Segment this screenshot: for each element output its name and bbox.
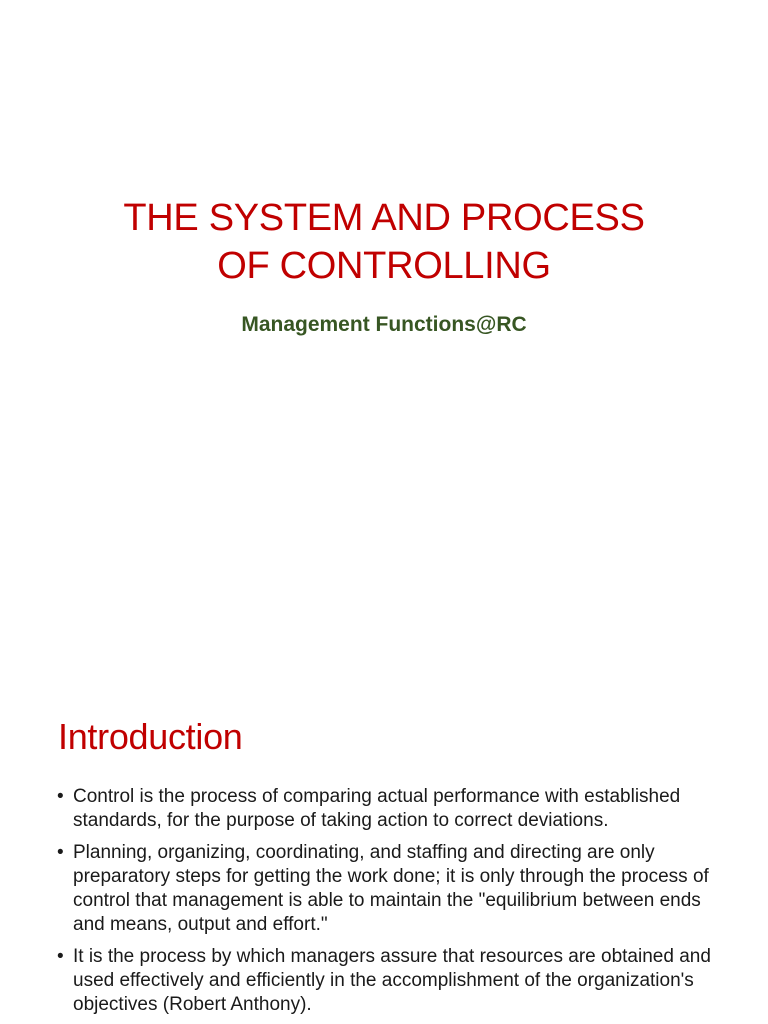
slide-title-line-1: THE SYSTEM AND PROCESS [123, 197, 645, 239]
bullet-text: Planning, organizing, coordinating, and staffing and directing are only preparatory steps for getting the work done; it is only through the process of control that management is able to maintain the "equilibrium between ends and means, output and effort." [73, 842, 709, 935]
bullet-text: Control is the process of comparing actual performance with established standards, for the purpose of taking action to correct deviations. [73, 786, 681, 831]
bullet-text: It is the process by which managers assure that resources are obtained and used effectively and efficiently in the accomplishment of the organization's objectives (Robert Anthony). [73, 946, 711, 1015]
list-item [57, 841, 727, 937]
bullet-list [57, 785, 727, 1024]
list-item [57, 785, 727, 833]
bullet-icon: • [57, 786, 64, 807]
section-heading: Introduction [58, 716, 243, 757]
bullet-icon: • [57, 842, 64, 863]
bullet-icon: • [57, 946, 64, 967]
list-item [57, 945, 727, 1017]
slide-subtitle: Management Functions@RC [241, 313, 527, 336]
slide-title-line-2: OF CONTROLLING [217, 245, 551, 287]
introduction-slide [0, 690, 768, 1024]
slide-title [0, 194, 768, 290]
